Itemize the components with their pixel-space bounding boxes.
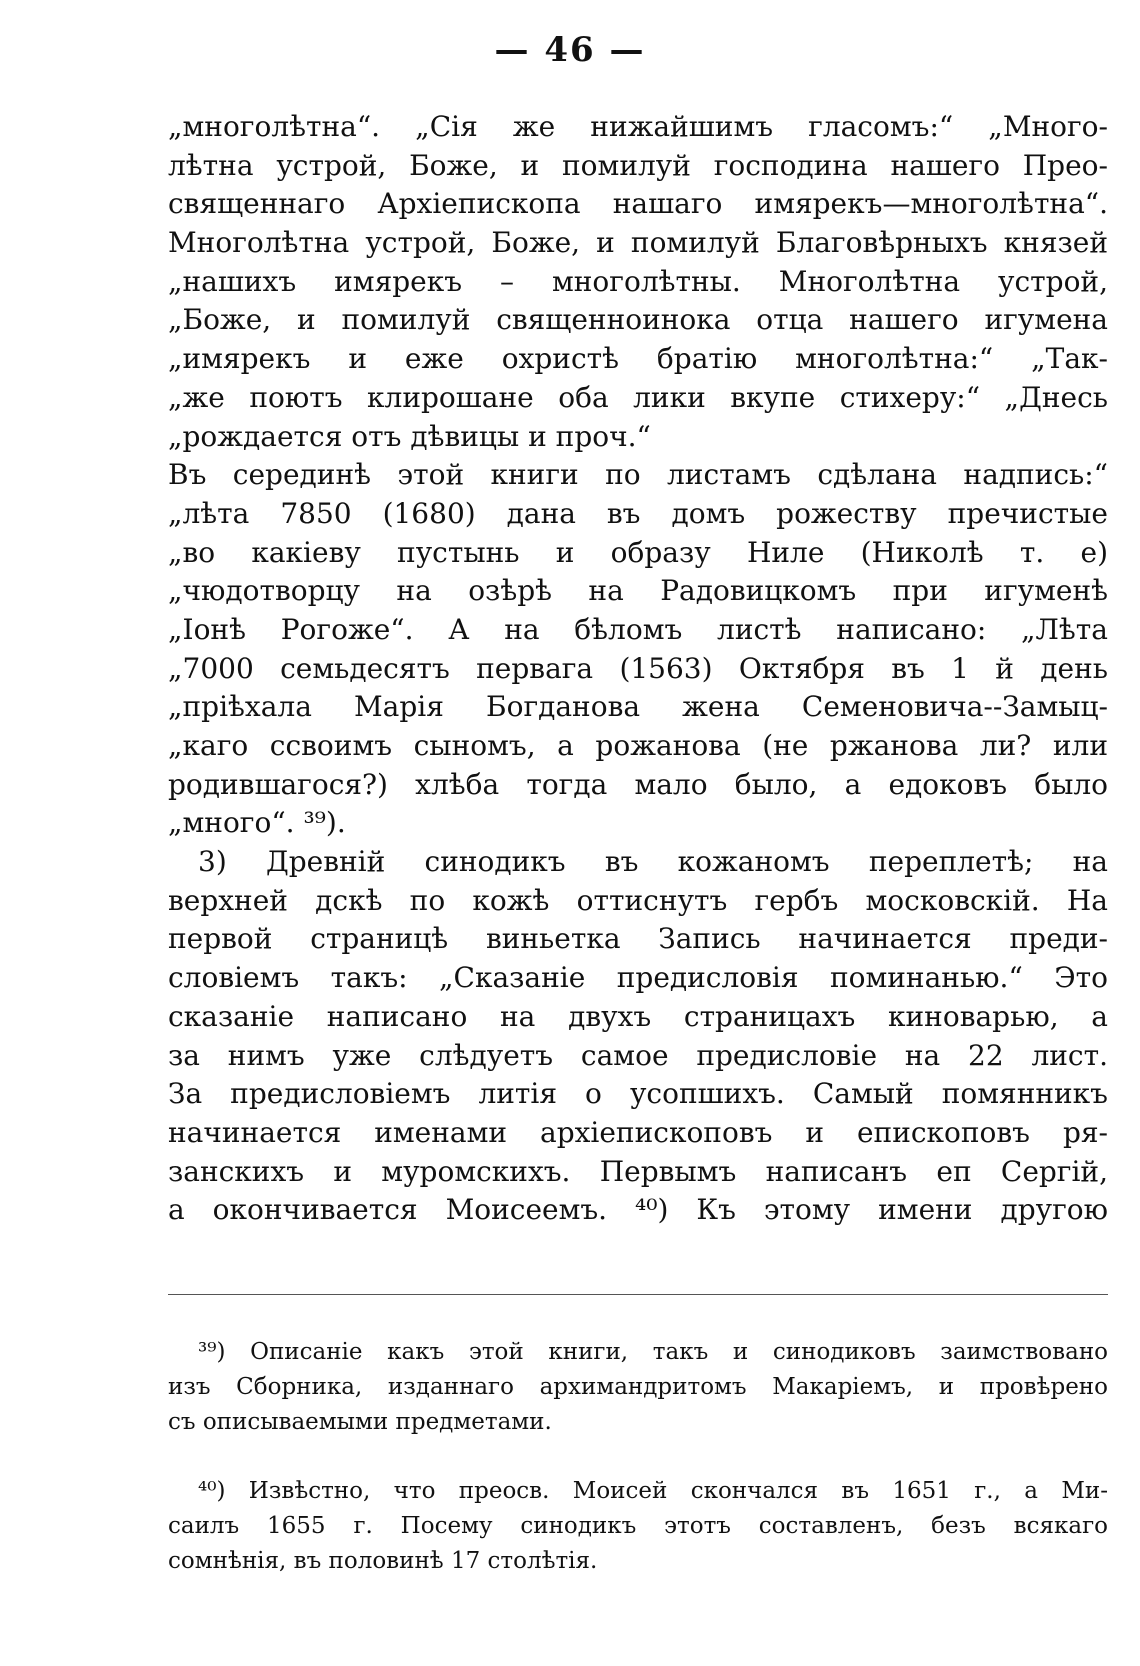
text-line: „многолѣтна“. „Сія же нижайшимъ гласомъ:“ „Много-: [168, 110, 1108, 143]
text-line: за нимъ уже слѣдуетъ самое предисловіе на 22 лист.: [168, 1038, 1108, 1072]
footnote-40: [168, 1474, 1108, 1579]
footnote-line: съ описываемыми предметами.: [168, 1409, 552, 1435]
footnote-line: изъ Сборника, изданнаго архимандритомъ Макаріемъ, и провѣрено: [168, 1374, 1108, 1400]
main-text: [168, 108, 1108, 1230]
page-number: — 46 —: [494, 30, 646, 70]
text-line: начинается именами архіепископовъ и епископовъ ря-: [168, 1115, 1108, 1149]
text-line: „каго ссвоимъ сыномъ, а рожанова (не ржанова ли? или: [168, 729, 1108, 762]
text-line: „нашихъ имярекъ – многолѣтны. Многолѣтна устрой,: [168, 264, 1108, 298]
text-line: „рождается отъ дѣвицы и проч.“: [168, 419, 651, 453]
text-line: „Іонѣ Рогоже“. А на бѣломъ листѣ написано: „Лѣта: [168, 612, 1108, 646]
text-line: „имярекъ и еже охристѣ братію многолѣтна:“ „Так-: [168, 342, 1108, 376]
text-line: За предисловіемъ литія о усопшихъ. Самый помянникъ: [168, 1077, 1108, 1111]
text-line: занскихъ и муромскихъ. Первымъ написанъ еп Сергій,: [168, 1154, 1108, 1188]
footnotes: [168, 1335, 1108, 1579]
text-line: „много“. ³⁹).: [168, 806, 346, 840]
text-line: а окончивается Моисеемъ. ⁴⁰) Къ этому имени другою: [168, 1193, 1108, 1227]
footnote-39: [168, 1335, 1108, 1440]
text-line: верхней дскѣ по кожѣ оттиснутъ гербъ московскій. На: [168, 883, 1108, 917]
footnote-line: саилъ 1655 г. Посему синодикъ этотъ составленъ, безъ всякаго: [168, 1513, 1108, 1539]
text-line: „Боже, и помилуй священноинока отца нашего игумена: [168, 303, 1108, 337]
text-line: „чюдотворцу на озѣрѣ на Радовицкомъ при игуменѣ: [168, 574, 1108, 608]
text-line: „пріѣхала Марія Богданова жена Семеновича--Замыц-: [168, 690, 1108, 724]
text-line: „же поютъ клирошане оба лики вкупе стихеру:“ „Днесь: [168, 380, 1108, 414]
text-line: лѣтна устрой, Боже, и помилуй господина нашего Прео-: [168, 148, 1108, 182]
footnote-line: ³⁹) Описаніе какъ этой книги, такъ и синодиковъ заимствовано: [198, 1339, 1108, 1365]
text-line: священнаго Архіепископа нашаго имярекъ—многолѣтна“.: [168, 187, 1108, 221]
text-line: сказаніе написано на двухъ страницахъ киноварью, а: [168, 999, 1108, 1033]
text-line: Многолѣтна устрой, Боже, и помилуй Благовѣрныхъ князей: [168, 226, 1108, 260]
text-line: „во какіеву пустынь и образу Ниле (Николѣ т. е): [168, 535, 1108, 569]
text-line: первой страницѣ виньетка Запись начинается преди-: [168, 922, 1108, 956]
text-line: Въ серединѣ этой книги по листамъ сдѣлана надпись:“: [168, 458, 1108, 492]
text-line: родившагося?) хлѣба тогда мало было, а едоковъ было: [168, 767, 1108, 801]
text-line: „7000 семьдесятъ первага (1563) Октября въ 1 й день: [168, 651, 1108, 685]
text-line: 3) Древній синодикъ въ кожаномъ переплетѣ; на: [198, 845, 1108, 879]
footnote-separator: [168, 1294, 1108, 1295]
footnote-line: ⁴⁰) Извѣстно, что преосв. Моисей скончался въ 1651 г., а Ми-: [198, 1478, 1108, 1504]
text-line: словіемъ такъ: „Сказаніе предисловія поминанью.“ Это: [168, 961, 1108, 995]
text-line: „лѣта 7850 (1680) дана въ домъ рожеству пречистые: [168, 496, 1108, 530]
footnote-line: сомнѣнія, въ половинѣ 17 столѣтія.: [168, 1548, 598, 1574]
